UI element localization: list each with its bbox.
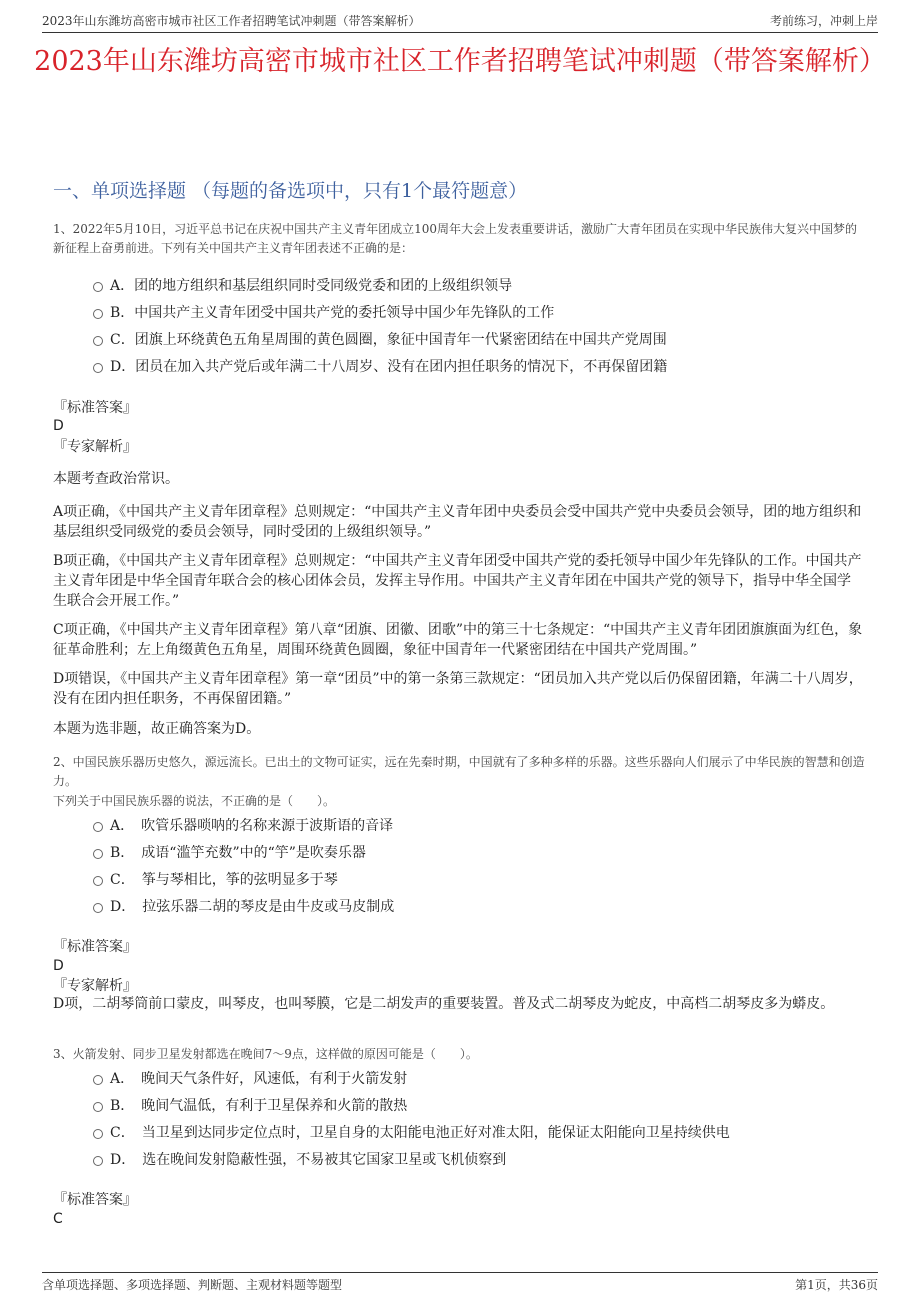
option-3b[interactable]: B． 晚间气温低，有利于卫星保养和火箭的散热	[93, 1091, 873, 1118]
question-1-options	[93, 271, 873, 379]
option-1a[interactable]: A．团的地方组织和基层组织同时受同级党委和团的上级组织领导	[93, 271, 873, 298]
radio-icon[interactable]	[93, 1102, 103, 1112]
radio-icon[interactable]	[93, 903, 103, 913]
analysis-2: D项，二胡琴筒前口蒙皮，叫琴皮，也叫琴膜，它是二胡发声的重要装置。普及式二胡琴皮为蛇皮，中高档二胡琴皮多为蟒皮。	[53, 996, 835, 1012]
page-number: 第1页，共36页	[795, 1278, 878, 1292]
option-2a[interactable]: A． 吹管乐器唢呐的名称来源于波斯语的音译	[93, 811, 873, 838]
answer-label-3: 『标准答案』	[53, 1192, 137, 1208]
answer-label-1: 『标准答案』	[53, 400, 137, 416]
radio-icon[interactable]	[93, 1129, 103, 1139]
page-header	[42, 12, 878, 33]
answer-label-2: 『标准答案』	[53, 939, 137, 955]
answer-1: D	[53, 418, 64, 434]
radio-icon[interactable]	[93, 822, 103, 832]
analysis-1-conclusion: 本题为选非题，故正确答案为D。	[53, 721, 261, 737]
option-1c[interactable]: C．团旗上环绕黄色五角星周围的黄色圆圈，象征中国青年一代紧密团结在中国共产党周围	[93, 325, 873, 352]
question-3-stem: 3、火箭发射、同步卫星发射都选在晚间7～9点，这样做的原因可能是（ ）。	[53, 1047, 478, 1061]
question-1-stem: 1、2022年5月10日，习近平总书记在庆祝中国共产主义青年团成立100周年大会上发表重要讲话，激励广大青年团员在实现中华民族伟大复兴中国梦的新征程上奋勇前进。下列有关中国共产主义青年团表述不正确的是：	[53, 222, 857, 255]
radio-icon[interactable]	[93, 1075, 103, 1085]
analysis-label-2: 『专家解析』	[53, 978, 137, 994]
analysis-1-c: C项正确，《中国共产主义青年团章程》第八章“团旗、团徽、团歌”中的第三十七条规定：“中国共产主义青年团团旗旗面为红色，象征革命胜利；左上角缀黄色五角星，周围环绕黄色圆圈，象征中国青年一代紧密团结在中国共产党周围。”	[53, 622, 863, 658]
answer-3: C	[53, 1211, 63, 1227]
section-title: 一、单项选择题 （每题的备选项中，只有1个最符题意）	[53, 180, 528, 202]
header-right: 考前练习，冲刺上岸	[769, 14, 878, 28]
option-3a[interactable]: A． 晚间天气条件好，风速低，有利于火箭发射	[93, 1064, 873, 1091]
analysis-1-b: B项正确，《中国共产主义青年团章程》总则规定：“中国共产主义青年团受中国共产党的委托领导中国少年先锋队的工作。中国共产主义青年团是中华全国青年联合会的核心团体会员，发挥主导作用。中国共产主义青年团在中国共产党的领导下，指导中华全国学生联合会开展工作。”	[53, 553, 862, 609]
page-footer	[42, 1272, 878, 1293]
answer-2: D	[53, 958, 64, 974]
radio-icon[interactable]	[93, 876, 103, 886]
analysis-1-intro: 本题考查政治常识。	[53, 471, 179, 487]
analysis-label-1: 『专家解析』	[53, 439, 137, 455]
radio-icon[interactable]	[93, 849, 103, 859]
radio-icon[interactable]	[93, 309, 103, 319]
option-3c[interactable]: C． 当卫星到达同步定位点时，卫星自身的太阳能电池正好对准太阳，能保证太阳能向卫星持续供电	[93, 1118, 873, 1145]
radio-icon[interactable]	[93, 336, 103, 346]
option-1d[interactable]: D．团员在加入共产党后或年满二十八周岁、没有在团内担任职务的情况下，不再保留团籍	[93, 352, 873, 379]
document-title: 2023年山东潍坊高密市城市社区工作者招聘笔试冲刺题（带答案解析）	[34, 46, 886, 77]
question-2-prompt: 下列关于中国民族乐器的说法，不正确的是（ ）。	[53, 794, 336, 808]
question-2-stem: 2、中国民族乐器历史悠久，源远流长。已出土的文物可证实，远在先秦时期，中国就有了多种多样的乐器。这些乐器向人们展示了中华民族的智慧和创造力。	[53, 755, 865, 788]
radio-icon[interactable]	[93, 282, 103, 292]
question-3-options	[93, 1064, 873, 1172]
analysis-1-a: A项正确，《中国共产主义青年团章程》总则规定：“中国共产主义青年团中央委员会受中国共产党中央委员会领导，团的地方组织和基层组织受同级党的委员会领导，同时受团的上级组织领导。”	[53, 504, 862, 540]
option-2b[interactable]: B． 成语“滥竽充数”中的“竽”是吹奏乐器	[93, 838, 873, 865]
radio-icon[interactable]	[93, 1156, 103, 1166]
option-1b[interactable]: B．中国共产主义青年团受中国共产党的委托领导中国少年先锋队的工作	[93, 298, 873, 325]
analysis-1-d: D项错误，《中国共产主义青年团章程》第一章“团员”中的第一条第三款规定：“团员加入共产党以后仍保留团籍，年满二十八周岁，没有在团内担任职务，不再保留团籍。”	[53, 671, 863, 707]
question-2-options	[93, 811, 873, 919]
option-3d[interactable]: D． 选在晚间发射隐蔽性强，不易被其它国家卫星或飞机侦察到	[93, 1145, 873, 1172]
option-2c[interactable]: C． 筝与琴相比，筝的弦明显多于琴	[93, 865, 873, 892]
radio-icon[interactable]	[93, 363, 103, 373]
footer-left: 含单项选择题、多项选择题、判断题、主观材料题等题型	[42, 1278, 343, 1292]
header-left: 2023年山东潍坊高密市城市社区工作者招聘笔试冲刺题（带答案解析）	[42, 14, 421, 28]
option-2d[interactable]: D． 拉弦乐器二胡的琴皮是由牛皮或马皮制成	[93, 892, 873, 919]
